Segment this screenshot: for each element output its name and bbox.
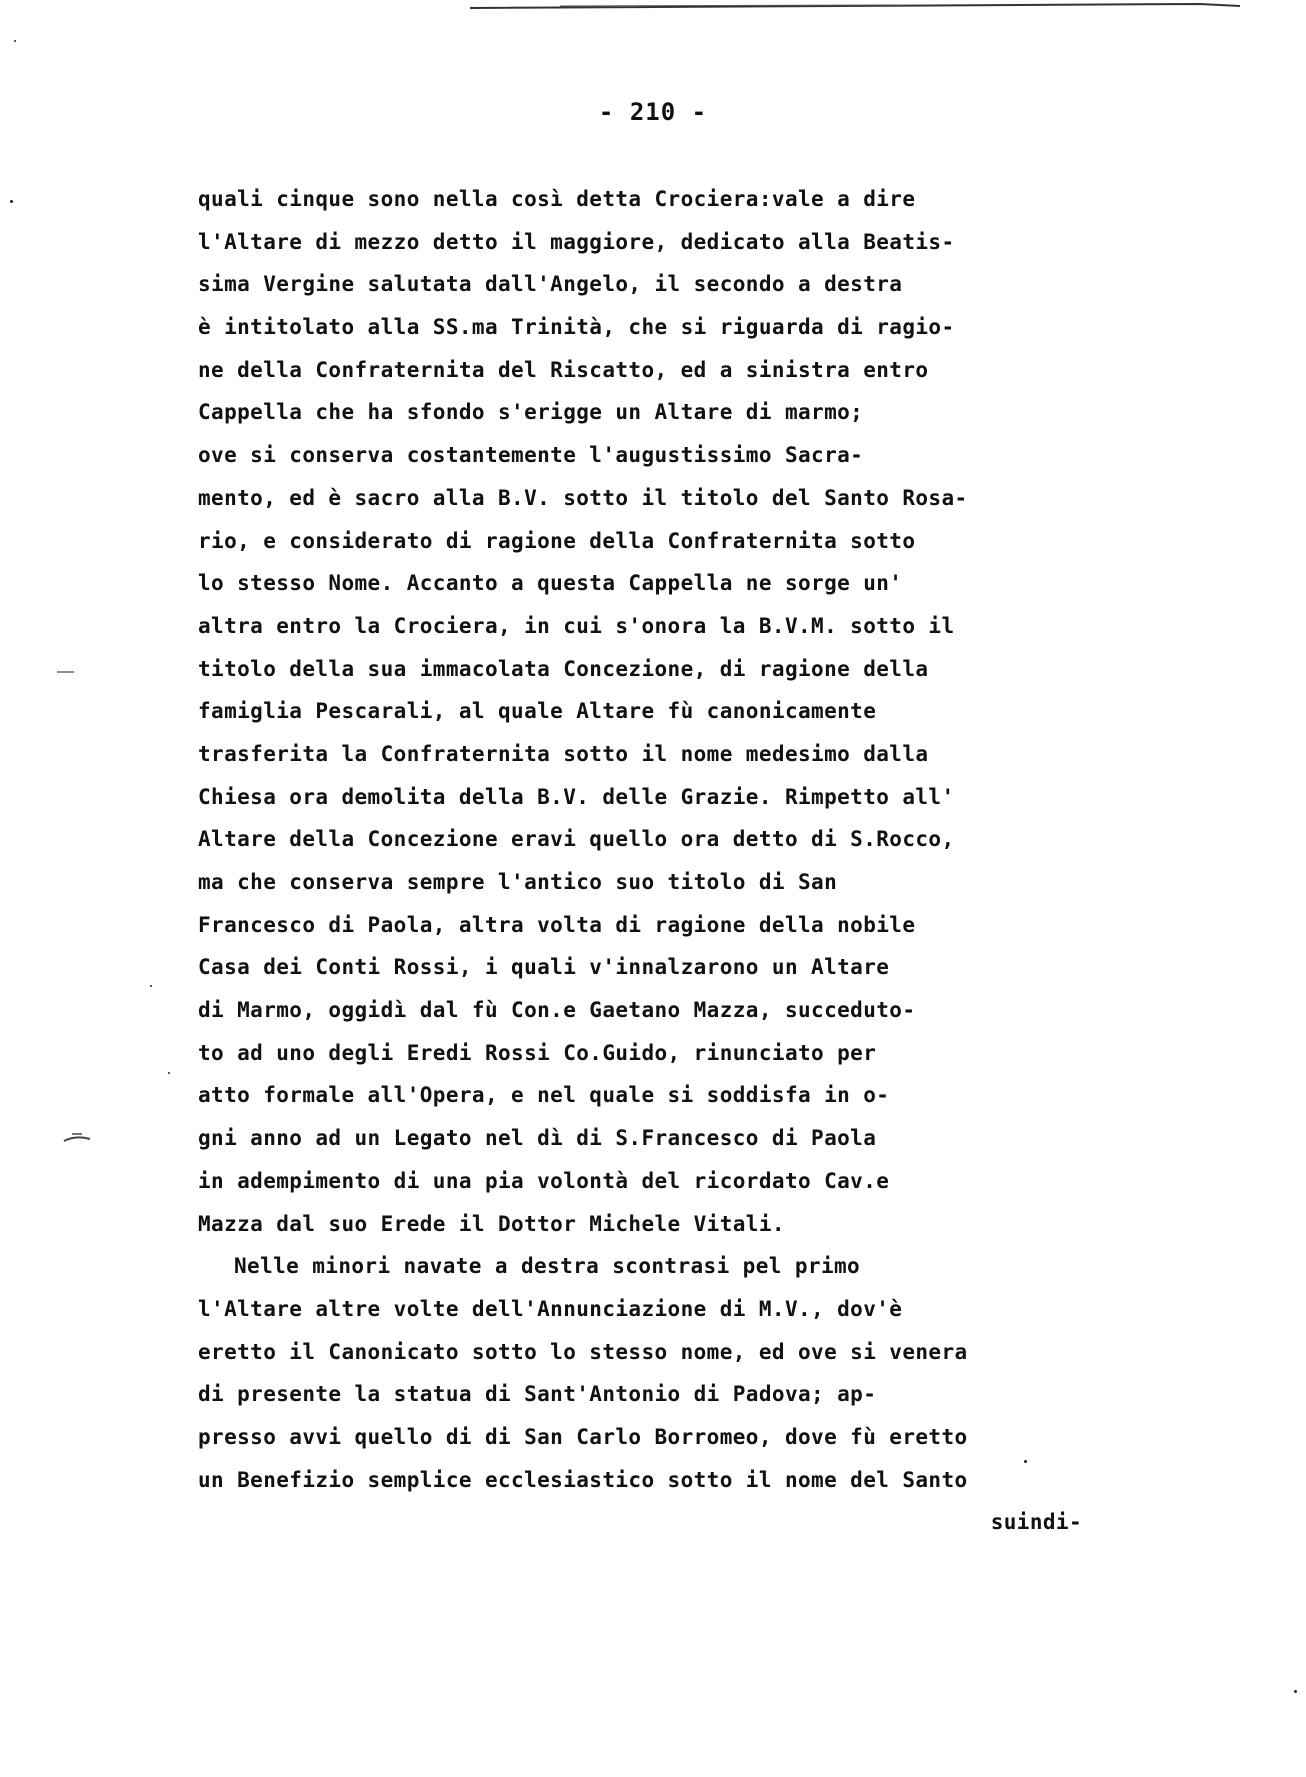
text-line: Mazza dal suo Erede il Dottor Michele Vitali. bbox=[198, 1211, 785, 1236]
text-line: lo stesso Nome. Accanto a questa Cappella ne sorge un' bbox=[198, 571, 903, 596]
top-edge-rule bbox=[0, 0, 1306, 14]
text-line: Altare della Concezione eravi quello ora detto di S.Rocco, bbox=[198, 827, 955, 852]
catchword: suindi- bbox=[990, 1510, 1082, 1535]
text-line: rio, e considerato di ragione della Confraternita sotto bbox=[198, 528, 916, 553]
scan-speck bbox=[1024, 1460, 1027, 1463]
scan-speck bbox=[150, 985, 152, 987]
text-line: in adempimento di una pia volontà del ricordato Cav.e bbox=[198, 1168, 890, 1193]
text-line: gni anno ad un Legato nel dì di S.Francesco di Paola bbox=[198, 1126, 877, 1151]
text-line: quali cinque sono nella così detta Crociera:vale a dire bbox=[198, 187, 916, 211]
text-line: l'Altare altre volte dell'Annunciazione di M.V., dov'è bbox=[198, 1296, 903, 1321]
text-line: è intitolato alla SS.ma Trinità, che si riguarda di ragio- bbox=[198, 315, 955, 340]
text-line: Chiesa ora demolita della B.V. delle Grazie. Rimpetto all' bbox=[198, 784, 955, 809]
margin-mark bbox=[56, 660, 76, 679]
text-line: di presente la statua di Sant'Antonio di Padova; ap- bbox=[198, 1382, 877, 1407]
page-number: - 210 - bbox=[598, 98, 708, 126]
text-line: ne della Confraternita del Riscatto, ed a sinistra entro bbox=[198, 357, 929, 382]
text-line: Nelle minori navate a destra scontrasi pel primo bbox=[234, 1254, 861, 1279]
text-line: sima Vergine salutata dall'Angelo, il secondo a destra bbox=[198, 272, 903, 297]
scan-speck bbox=[10, 200, 13, 203]
text-line: to ad uno degli Eredi Rossi Co.Guido, rinunciato per bbox=[198, 1040, 877, 1065]
text-line: ove si conserva costantemente l'augustissimo Sacra- bbox=[198, 443, 864, 468]
scan-speck bbox=[14, 40, 16, 42]
text-line: Francesco di Paola, altra volta di ragione della nobile bbox=[198, 912, 916, 937]
text-line: ma che conserva sempre l'antico suo titolo di San bbox=[198, 870, 838, 894]
text-line: presso avvi quello di di San Carlo Borromeo, dove fù eretto bbox=[198, 1424, 968, 1449]
text-line: l'Altare di mezzo detto il maggiore, dedicato alla Beatis- bbox=[198, 229, 955, 254]
text-line: titolo della sua immacolata Concezione, di ragione della bbox=[198, 656, 929, 681]
text-line: trasferita la Confraternita sotto il nome medesimo dalla bbox=[198, 741, 929, 766]
body-text bbox=[198, 178, 1118, 1544]
text-line: Cappella che ha sfondo s'erigge un Altare di marmo; bbox=[198, 400, 864, 425]
text-line: mento, ed è sacro alla B.V. sotto il titolo del Santo Rosa- bbox=[198, 485, 968, 510]
text-line: Casa dei Conti Rossi, i quali v'innalzarono un Altare bbox=[198, 955, 890, 980]
text-line: famiglia Pescarali, al quale Altare fù canonicamente bbox=[198, 699, 877, 724]
text-line: eretto il Canonicato sotto lo stesso nome, ed ove si venera bbox=[198, 1339, 968, 1364]
scan-speck bbox=[1294, 1690, 1297, 1693]
margin-mark bbox=[62, 1130, 92, 1149]
text-line: altra entro la Crociera, in cui s'onora la B.V.M. sotto il bbox=[198, 613, 955, 638]
text-line: di Marmo, oggidì dal fù Con.e Gaetano Mazza, succeduto- bbox=[198, 998, 916, 1023]
scan-speck bbox=[168, 1072, 170, 1074]
text-line: atto formale all'Opera, e nel quale si soddisfa in o- bbox=[198, 1083, 890, 1108]
text-line: un Benefizio semplice ecclesiastico sotto il nome del Santo bbox=[198, 1467, 968, 1492]
